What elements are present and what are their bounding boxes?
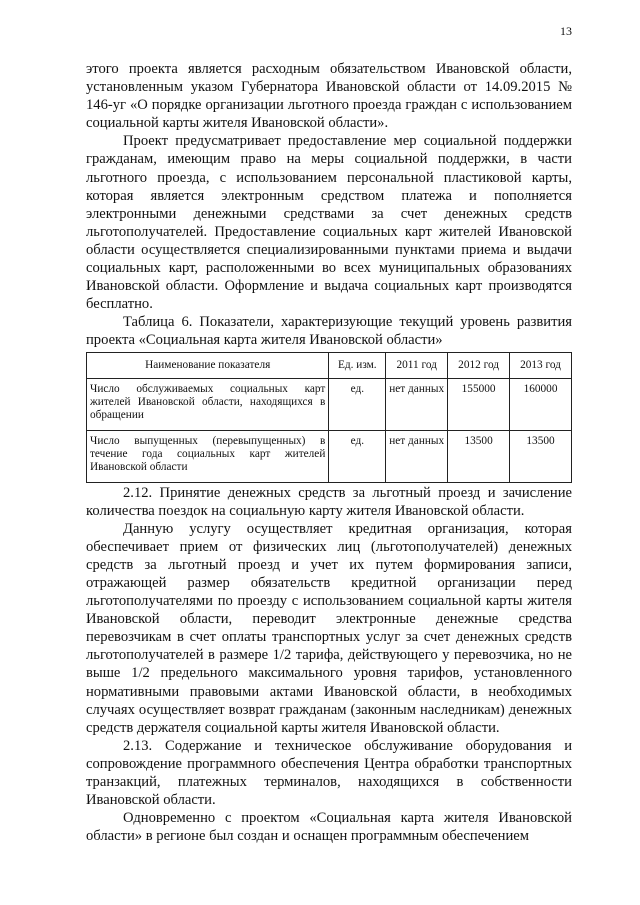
indicators-table xyxy=(86,352,572,483)
cell-indicator-name: Число обслуживаемых социальных карт жителей Ивановской области, находящихся в обращении xyxy=(87,378,329,430)
header-unit: Ед. изм. xyxy=(329,352,386,378)
cell-2011: нет данных xyxy=(386,378,448,430)
cell-2012: 13500 xyxy=(448,430,510,482)
table-row xyxy=(87,430,572,482)
paragraph-section-2-13: 2.13. Содержание и техническое обслуживание оборудования и сопровождение программного обеспечения Центра обработки транспортных транзакций, платежных терминалов, находящихся в собственности Ивановской области. xyxy=(86,737,572,809)
cell-indicator-name: Число выпущенных (перевыпущенных) в течение года социальных карт жителей Ивановской области xyxy=(87,430,329,482)
table-row xyxy=(87,378,572,430)
header-indicator-name: Наименование показателя xyxy=(87,352,329,378)
header-year-2012: 2012 год xyxy=(448,352,510,378)
cell-2012: 155000 xyxy=(448,378,510,430)
paragraph-credit-organization: Данную услугу осуществляет кредитная организация, которая обеспечивает прием от физических лиц (льготополучателей) денежных средств за льготный проезд и учет их путем формирования записи, отражающей размер обязательств кредитной организации перед льготополучателями по проезду с использованием социальной карты жителя Ивановской области, переводит электронные денежные средства перевозчикам в счет оплаты транспортных услуг за счет денежных средств льготополучателей в размере 1/2 тарифа, действующего у перевозчика, но не выше 1/2 предельного максимального уровня тарифов, установленного нормативными правовыми актами Ивановской области, в необходимых случаях осуществляет возврат гражданам (законным наследникам) денежных средств держателя социальной карты жителя Ивановской области. xyxy=(86,520,572,736)
table-header-row xyxy=(87,352,572,378)
paragraph-continuation: этого проекта является расходным обязательством Ивановской области, установленным указом Губернатора Ивановской области от 14.09.2015 № 146-уг «О порядке организации льготного проезда граждан с использованием социальной карты жителя Ивановской области». xyxy=(86,61,572,132)
paragraph-section-2-12: 2.12. Принятие денежных средств за льготный проезд и зачисление количества поездок на социальную карту жителя Ивановской области. xyxy=(86,484,572,519)
cell-unit: ед. xyxy=(329,378,386,430)
cell-2011: нет данных xyxy=(386,430,448,482)
page-content xyxy=(86,60,572,845)
header-year-2011: 2011 год xyxy=(386,352,448,378)
cell-2013: 160000 xyxy=(510,378,572,430)
cell-2013: 13500 xyxy=(510,430,572,482)
header-year-2013: 2013 год xyxy=(510,352,572,378)
page-number: 13 xyxy=(560,24,572,38)
table-caption: Таблица 6. Показатели, характеризующие текущий уровень развития проекта «Социальная карта жителя Ивановской области» xyxy=(86,314,572,349)
paragraph-project-description: Проект предусматривает предоставление мер социальной поддержки гражданам, имеющим право на меры социальной поддержки, в части льготного проезда, с использованием персональной пластиковой карты, которая является электронным средством платежа и пополняется электронными денежными средствами за счет денежных средств льготополучателей. Предоставление социальных карт жителей Ивановской области осуществляется специализированными пунктами приема и выдачи социальных карт, расположенными во всех муниципальных образованиях Ивановской области. Оформление и выдача социальных карт производятся бесплатно. xyxy=(86,133,572,313)
paragraph-simultaneously: Одновременно с проектом «Социальная карта жителя Ивановской области» в регионе был создан и оснащен программным обеспечением xyxy=(86,810,572,845)
cell-unit: ед. xyxy=(329,430,386,482)
